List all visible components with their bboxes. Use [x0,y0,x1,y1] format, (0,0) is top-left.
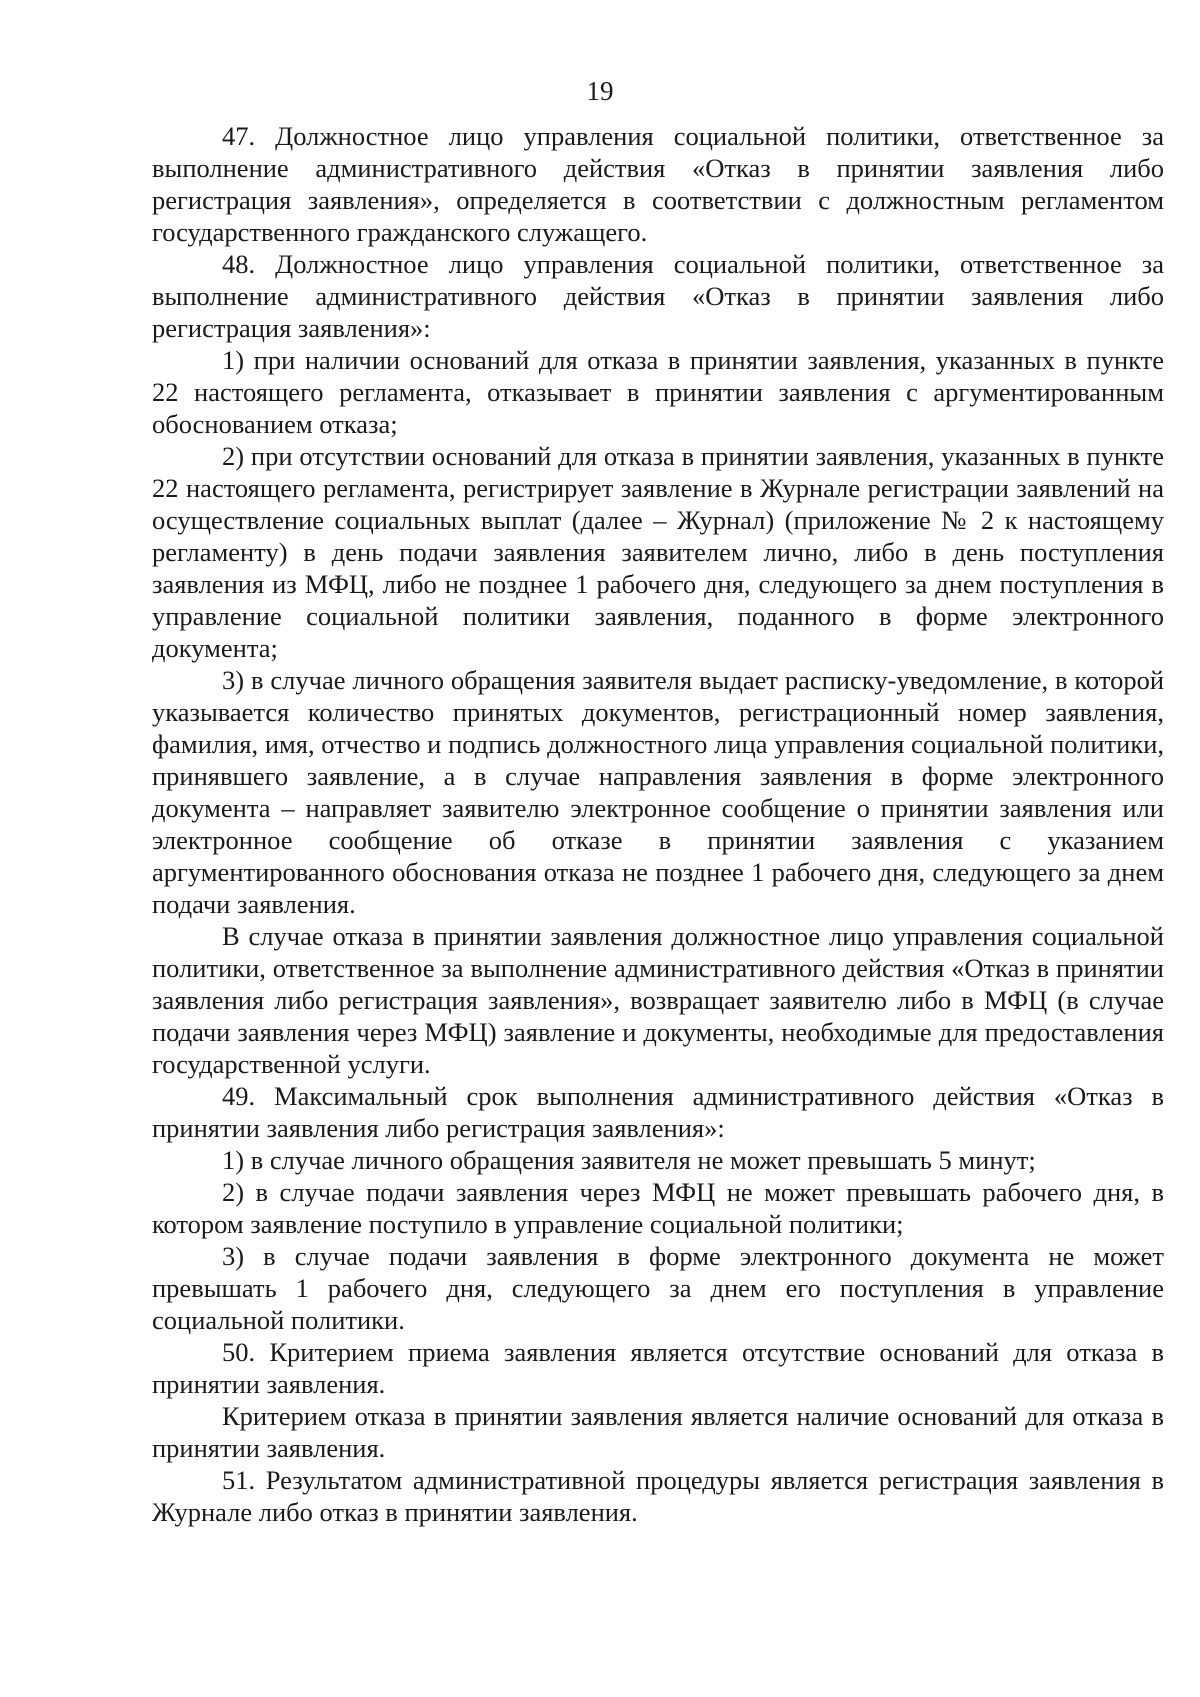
paragraph-49: 49. Максимальный срок выполнения административного действия «Отказ в принятии заявления либо регистрация заявления»: [152,1081,1164,1143]
paragraph-49-item-1: 1) в случае личного обращения заявителя не может превышать 5 минут; [222,1145,1036,1175]
page-number: 19 [586,76,614,106]
paragraph-refusal-case: В случае отказа в принятии заявления должностное лицо управления социальной политики, ответственное за выполнение административного действия «Отказ в принятии заявления либо регистрация заявления», возвращает заявителю либо в МФЦ (в случае подачи заявления через МФЦ) заявление и документы, необходимые для предоставления государственной услуги. [152,921,1164,1079]
document-body [152,120,1164,1528]
paragraph-48-item-1: 1) при наличии оснований для отказа в принятии заявления, указанных в пункте 22 настоящего регламента, отказывает в принятии заявления с аргументированным обоснованием отказа; [152,345,1164,439]
paragraph-51: 51. Результатом административной процедуры является регистрация заявления в Журнале либо отказ в принятии заявления. [152,1465,1164,1527]
paragraph-48-item-2: 2) при отсутствии оснований для отказа в принятии заявления, указанных в пункте 22 настоящего регламента, регистрирует заявление в Журнале регистрации заявлений на осуществление социальных выплат (далее – Журнал) (приложение № 2 к настоящему регламенту) в день подачи заявления заявителем лично, либо в день поступления заявления из МФЦ, либо не позднее 1 рабочего дня, следующего за днем поступления в управление социальной политики заявления, поданного в форме электронного документа; [152,441,1164,663]
paragraph-48-item-3: 3) в случае личного обращения заявителя выдает расписку-уведомление, в которой указывается количество принятых документов, регистрационный номер заявления, фамилия, имя, отчество и подпись должностного лица управления социальной политики, принявшего заявление, а в случае направления заявления в форме электронного документа – направляет заявителю электронное сообщение о принятии заявления или электронное сообщение об отказе в принятии заявления с указанием аргументированного обоснования отказа не позднее 1 рабочего дня, следующего за днем подачи заявления. [152,665,1164,919]
paragraph-refusal-criterion: Критерием отказа в принятии заявления является наличие оснований для отказа в принятии заявления. [152,1401,1164,1463]
paragraph-50: 50. Критерием приема заявления является отсутствие оснований для отказа в принятии заявления. [152,1337,1164,1399]
paragraph-49-item-2: 2) в случае подачи заявления через МФЦ не может превышать рабочего дня, в котором заявление поступило в управление социальной политики; [152,1177,1164,1239]
paragraph-48: 48. Должностное лицо управления социальной политики, ответственное за выполнение административного действия «Отказ в принятии заявления либо регистрация заявления»: [152,249,1164,343]
paragraph-49-item-3: 3) в случае подачи заявления в форме электронного документа не может превышать 1 рабочего дня, следующего за днем его поступления в управление социальной политики. [152,1241,1164,1335]
paragraph-47: 47. Должностное лицо управления социальной политики, ответственное за выполнение административного действия «Отказ в принятии заявления либо регистрация заявления», определяется в соответствии с должностным регламентом государственного гражданского служащего. [152,121,1164,247]
